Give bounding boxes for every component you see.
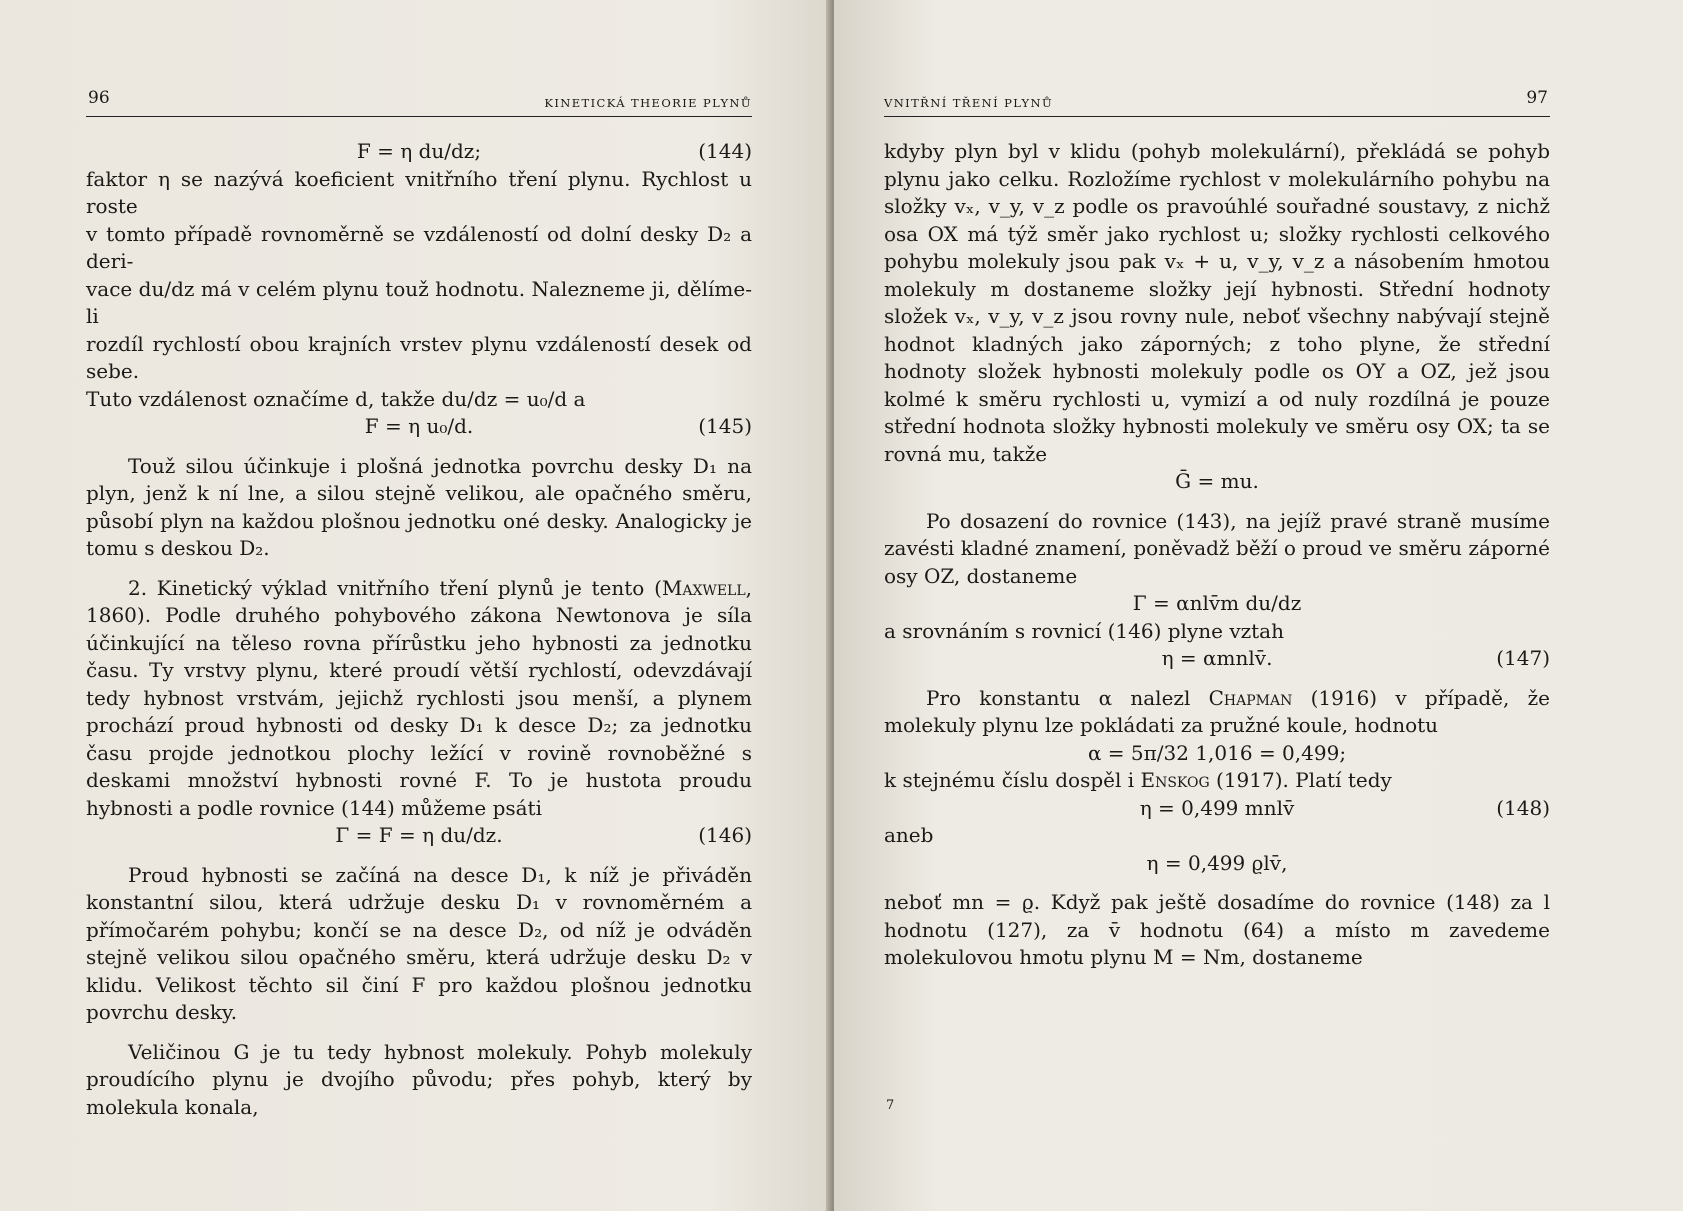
equation-147-number: (147) [1496,646,1550,670]
equation-density-text: η = 0,499 ϱlv̄, [1146,850,1288,875]
paragraph-chapman [884,685,1550,740]
paragraph-maxwell [86,575,752,823]
paragraph: Touž silou účinkuje i plošná jednotka povrchu desky D₁ na plyn, jenž k ní lne, a silou stejně velikou, ale opačného směru, působí plyn na každou plošnou jednotku oné desky. Analogicky je tomu s deskou D₂. [86,453,752,560]
equation-alpha [884,740,1550,768]
paragraph-text: , 1860). Podle druhého pohybového zákona Newtonova je síla účinkující na těleso rovna přírůstku jeho hybnosti za jednotku času. Ty vrstvy plynu, které proudí větší rychlostí, odevzdávají tedy hybnost vrstvám, jejichž rychlosti jsou menší, a plynem prochází proud hybnosti od desky D₁ k desce D₂; za jednotku času projde jednotkou plochy ležící v rovině rovnoběžné s deskami množství hybnosti rovné F. To je hustota proudu hybnosti a podle rovnice (144) můžeme psáti [86,575,752,820]
equation-148 [884,795,1550,823]
paragraph-text: (1916) v případě, že molekuly plynu lze pokládati za pružné koule, hodnotu [884,685,1550,737]
running-head-right: VNITŘNÍ TŘENÍ PLYNŮ [884,96,1054,110]
paragraph: Po dosazení do rovnice (143), na jejíž pravé straně musíme zavésti kladné znamení, poněvadž běží o proud ve směru záporné osy OZ, dostaneme [884,508,1550,588]
author-name: Chapman [1208,685,1293,710]
equation-145 [86,413,752,441]
equation-147 [884,645,1550,673]
page-number-right: 97 [1526,88,1548,108]
paragraph: Proud hybnosti se začíná na desce D₁, k níž je přiváděn konstantní silou, která udržuje desku D₁ v rovnoměrném a přímočarém pohybu; končí se na desce D₂, od níž je odváděn stejně velikou silou opačného směru, která udržuje desku D₂ v klidu. Velikost těchto sil činí F pro každou plošnou jednotku povrchu desky. [86,862,752,1024]
equation-144-number: (144) [698,139,752,163]
paragraph: Veličinou G je tu tedy hybnost molekuly. Pohyb molekuly proudícího plynu je dvojího původu; přes pohyb, který by molekula konala, [86,1039,752,1119]
left-text-column [86,138,752,1121]
equation-density [884,850,1550,878]
equation-momentum-text: Ḡ = mu. [1175,469,1259,493]
paragraph: aneb [884,823,934,847]
equation-146-text: Γ = F = η du/dz. [335,823,503,847]
paragraph-line: Tuto vzdálenost označíme d, takže du/dz = u₀/d a [86,386,586,411]
right-header [884,86,1550,117]
right-text-column [884,138,1550,972]
equation-148-text: η = 0,499 mnlv̄ [1139,795,1295,820]
paragraph-line: vace du/dz má v celém plynu touž hodnotu. Nalezneme ji, dělíme-li [86,276,752,328]
equation-146-number: (146) [698,823,752,847]
running-head-left: KINETICKÁ THEORIE PLYNŮ [544,96,752,110]
author-name: Maxwell [661,575,746,600]
paragraph: neboť mn = ϱ. Když pak ještě dosadíme do rovnice (148) za l hodnotu (127), za v̄ hodnotu (64) a místo m zavedeme molekulovou hmotu plynu M = Nm, dostaneme [884,890,1550,969]
paragraph-text: k stejnému číslu dospěl i [884,768,1141,792]
right-page [834,0,1683,1211]
equation-147-text: η = αmnlv̄. [1161,646,1273,670]
left-page [0,0,832,1211]
paragraph-line: v tomto případě rovnoměrně se vzdáleností od dolní desky D₂ a deri- [86,221,752,273]
paragraph: kdyby plyn byl v klidu (pohyb molekulární), překládá se pohyb plynu jako celku. Rozložíme rychlost v molekulárního pohybu na složky vₓ, v_y, v_z podle os pravoúhlé souřadné soustavy, z nichž osa OX má týž směr jako rychlost u; složky rychlosti celkového pohybu molekuly jsou pak vₓ + u, v_y, v_z a násobením hmotou molekuly m dostaneme složky její hybnosti. Střední hodnoty složek vₓ, v_y, v_z jsou rovny nule, neboť všechny nabývají stejně hodnot kladných jako záporných; z toho plyne, že střední hodnoty složek hybnosti molekuly podle os OY a OZ, jež jsou kolmé k směru rychlosti u, vymizí a od nuly rozdílná je pouze střední hodnota složky hybnosti molekuly ve směru osy OX; ta se rovná mu, takže [884,139,1550,466]
equation-momentum [884,468,1550,496]
equation-145-number: (145) [698,414,752,438]
equation-gamma-text: Γ = αnlv̄m du/dz [1132,591,1302,615]
equation-148-number: (148) [1496,795,1550,820]
paragraph-line: rozdíl rychlostí obou krajních vrstev plynu vzdáleností desek od sebe. [86,331,752,383]
equation-144 [86,138,752,166]
equation-146 [86,822,752,850]
paragraph-line: faktor η se nazývá koeficient vnitřního tření plynu. Rychlost u roste [86,166,752,218]
equation-144-text: F = η du/dz; [356,139,482,163]
paragraph-text: 2. Kinetický výklad vnitřního tření plynů je tento ( [128,575,662,600]
paragraph-enskog [884,767,1550,795]
page-number-left: 96 [88,88,110,108]
paragraph-text: (1917). Platí tedy [1209,768,1392,792]
paragraph: a srovnáním s rovnicí (146) plyne vztah [884,618,1284,643]
paragraph-text: Pro konstantu α nalezl [926,685,1209,710]
left-header [86,86,752,117]
equation-alpha-text: α = 5π/32 1,016 = 0,499; [1087,740,1347,765]
equation-145-text: F = η u₀/d. [364,414,474,438]
equation-gamma [884,590,1550,618]
signature-mark: 7 [886,1098,895,1113]
author-name: Enskog [1140,768,1210,792]
